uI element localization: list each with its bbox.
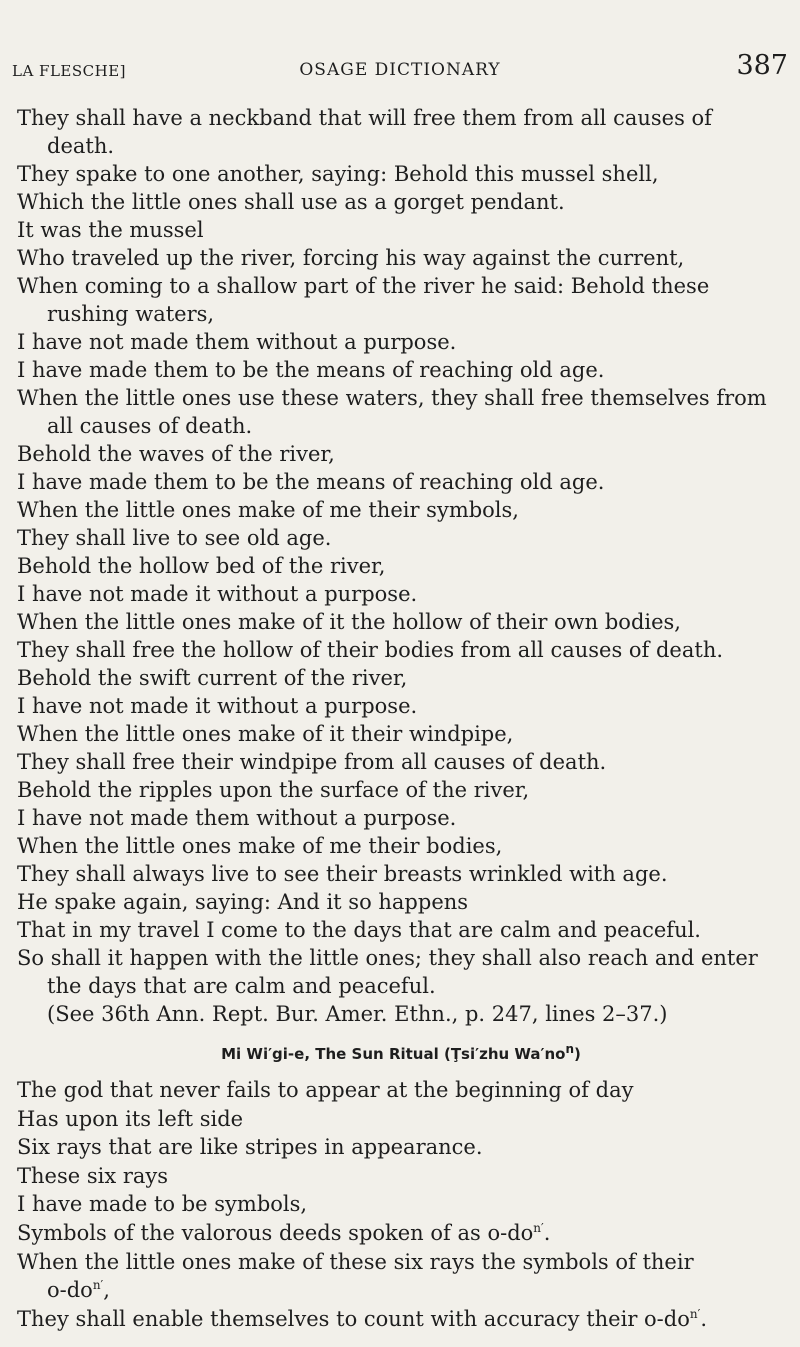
text-line: I have not made it without a purpose. <box>17 694 418 718</box>
text-line: I have not made them without a purpose. <box>17 330 457 354</box>
ritual-text-continued <box>17 104 785 1028</box>
text-line: Has upon its left side <box>17 1106 244 1131</box>
superscript: n′ <box>689 1306 701 1321</box>
text-line: When the little ones make of these six rays the symbols of their <box>17 1249 694 1274</box>
text-line: The god that never fails to appear at the beginning of day <box>17 1078 634 1102</box>
running-header <box>12 50 788 90</box>
text-line: I have not made them without a purpose. <box>17 806 457 830</box>
text-segment: . <box>543 1220 551 1245</box>
text-line: I have made them to be the means of reaching old age. <box>17 358 605 382</box>
text-line: Who traveled up the river, forcing his way against the current, <box>17 246 685 270</box>
running-head-author: LA FLESCHE] <box>12 62 127 80</box>
text-line <box>17 1276 785 1305</box>
text-line: When the little ones use these waters, they shall free themselves from <box>17 386 767 410</box>
text-segment: , <box>103 1278 110 1303</box>
text-line: They shall have a neckband that will free them from all causes of <box>17 106 712 130</box>
text-line: They shall live to see old age. <box>17 526 332 550</box>
text-line: So shall it happen with the little ones; they shall also reach and enter <box>17 946 758 970</box>
text-line: Behold the waves of the river, <box>17 442 335 466</box>
text-line: I have made to be symbols, <box>17 1192 308 1217</box>
text-line: death. <box>47 134 115 158</box>
page-number: 387 <box>736 50 788 81</box>
text-line: Behold the swift current of the river, <box>17 666 408 690</box>
text-segment: . <box>700 1306 708 1331</box>
text-line: These six rays <box>17 1163 169 1188</box>
text-segment: Symbols of the valorous deeds spoken of as o-do <box>17 1220 534 1245</box>
page-body <box>17 104 785 1333</box>
text-line: They shall free their windpipe from all causes of death. <box>17 750 607 774</box>
text-line: I have not made it without a purpose. <box>17 582 418 606</box>
text-line: That in my travel I come to the days that are calm and peaceful. <box>17 918 701 942</box>
text-line <box>17 1305 785 1334</box>
text-line: rushing waters, <box>47 302 215 326</box>
text-line: They shall always live to see their breasts wrinkled with age. <box>17 862 668 886</box>
superscript: n′ <box>533 1220 544 1235</box>
text-line: Which the little ones shall use as a gorget pendant. <box>17 190 565 214</box>
running-head-title: OSAGE DICTIONARY <box>299 60 501 80</box>
section-heading-text: Mi Wi′gi-e, The Sun Ritual (Ţsi′zhu Wa′no <box>221 1045 566 1063</box>
text-line: It was the mussel <box>17 218 204 242</box>
superscript: n′ <box>92 1278 104 1293</box>
text-line: the days that are calm and peaceful. <box>47 974 436 998</box>
text-line: They shall free the hollow of their bodies from all causes of death. <box>17 638 724 662</box>
text-line: When the little ones make of it their windpipe, <box>17 722 514 746</box>
text-segment: They shall enable themselves to count with accuracy their o-do <box>17 1306 690 1331</box>
text-line: When coming to a shallow part of the river he said: Behold these <box>17 274 710 298</box>
sun-ritual-text <box>17 1076 785 1333</box>
text-line: He spake again, saying: And it so happens <box>17 890 469 914</box>
section-heading <box>17 1042 785 1066</box>
section-heading-superscript: n <box>565 1042 575 1056</box>
text-line: Behold the ripples upon the surface of the river, <box>17 778 530 802</box>
text-line: They spake to one another, saying: Behold this mussel shell, <box>17 162 659 186</box>
text-segment: o-do <box>47 1278 93 1303</box>
text-line: When the little ones make of me their symbols, <box>17 498 519 522</box>
citation-line: (See 36th Ann. Rept. Bur. Amer. Ethn., p. 247, lines 2–37.) <box>47 1002 668 1026</box>
text-line: Six rays that are like stripes in appearance. <box>17 1135 483 1160</box>
section-heading-close: ) <box>574 1045 581 1063</box>
text-line: I have made them to be the means of reaching old age. <box>17 470 605 494</box>
text-line <box>17 1219 785 1248</box>
text-line: When the little ones make of me their bodies, <box>17 834 503 858</box>
text-line: Behold the hollow bed of the river, <box>17 554 386 578</box>
text-line: When the little ones make of it the hollow of their own bodies, <box>17 610 681 634</box>
text-line: all causes of death. <box>47 414 253 438</box>
